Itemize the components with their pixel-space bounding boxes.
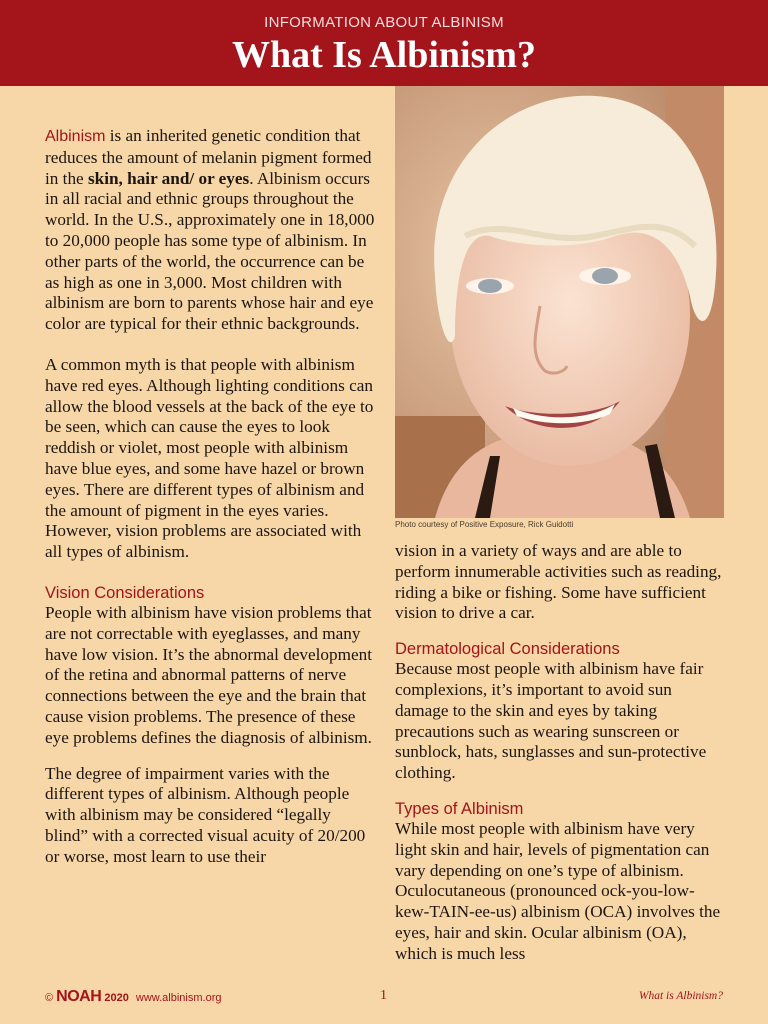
derm-heading: Dermatological Considerations bbox=[395, 640, 620, 659]
header-banner bbox=[0, 0, 768, 86]
intro-text-b: . Albinism occurs in all racial and ethnic groups throughout the world. In the U.S., approximately one in 18,000 to 20,000 people has some type of albinism. In other parts of the world, the occurrence can be as high as one in 3,000. Most children with albinism are born to parents whose hair and eye color are typical for their ethnic backgrounds. bbox=[45, 168, 375, 334]
lead-term: Albinism bbox=[45, 128, 106, 145]
left-column bbox=[45, 126, 375, 868]
portrait-illustration bbox=[395, 86, 724, 518]
vision-paragraph-2: The degree of impairment varies with the different types of albinism. Although people with albinism may be considered “legally blind” with a corrected visual acuity of 20/200 or worse, most learn to use their bbox=[45, 763, 366, 866]
types-heading: Types of Albinism bbox=[395, 799, 524, 818]
photo-caption: Photo courtesy of Positive Exposure, Rick Guidotti bbox=[395, 520, 574, 529]
page-title: What Is Albinism? bbox=[231, 34, 537, 76]
intro-paragraph-1 bbox=[45, 126, 375, 335]
footer-brand bbox=[45, 988, 221, 1006]
right-column bbox=[395, 541, 727, 965]
vision-paragraph-2-continued: vision in a variety of ways and are able to perform innumerable activities such as reading, riding a bike or fishing. Some have sufficient vision to drive a car. bbox=[395, 541, 722, 623]
footer-url[interactable]: www.albinism.org bbox=[135, 992, 222, 1004]
derm-paragraph: Because most people with albinism have fair complexions, it’s important to avoid sun damage to the skin and eyes by taking precautions such as wearing sunscreen or sunblock, hats, sunglasses and sun-protective clothing. bbox=[395, 659, 707, 783]
intro-paragraph-2: A common myth is that people with albinism have red eyes. Although lighting conditions can allow the blood vessels at the back of the eye to be seen, which can cause the eyes to look reddish or violet, most people with albinism have blue eyes, and some have hazel or brown eyes. There are different types of albinism and the amount of pigment in the eyes varies. However, vision problems are associated with all types of albinism. bbox=[45, 354, 374, 562]
footer-doc-title: What is Albinism? bbox=[638, 990, 723, 1002]
page-number: 1 bbox=[380, 988, 387, 1003]
footer-year: 2020 bbox=[104, 992, 129, 1004]
footer bbox=[0, 988, 768, 1008]
intro-text-a: is an inherited genetic condition that reduces the amount of melanin pigment formed in the bbox=[45, 126, 372, 188]
intro-bold-text: skin, hair and/ or eyes bbox=[87, 168, 250, 188]
types-paragraph: While most people with albinism have very light skin and hair, levels of pigmentation can vary depending on one’s type of albinism. Oculocutaneous (pronounced ock-you-low-kew-TAIN-ee-us) albinism (OCA) involves the eyes, hair and skin. Ocular albinism (OA), which is much less bbox=[395, 818, 721, 963]
portrait-photo bbox=[395, 86, 724, 518]
copyright-symbol: © bbox=[45, 992, 54, 1004]
vision-heading: Vision Considerations bbox=[45, 583, 205, 602]
header-kicker: INFORMATION ABOUT ALBINISM bbox=[264, 14, 504, 31]
noah-logo: NOAH bbox=[56, 988, 102, 1005]
vision-paragraph-1: People with albinism have vision problems that are not correctable with eyeglasses, and many have low vision. It’s the abnormal development of the retina and abnormal patterns of nerve connections between the eye and the brain that cause vision problems. The presence of these eye problems defines the diagnosis of albinism. bbox=[45, 602, 372, 747]
